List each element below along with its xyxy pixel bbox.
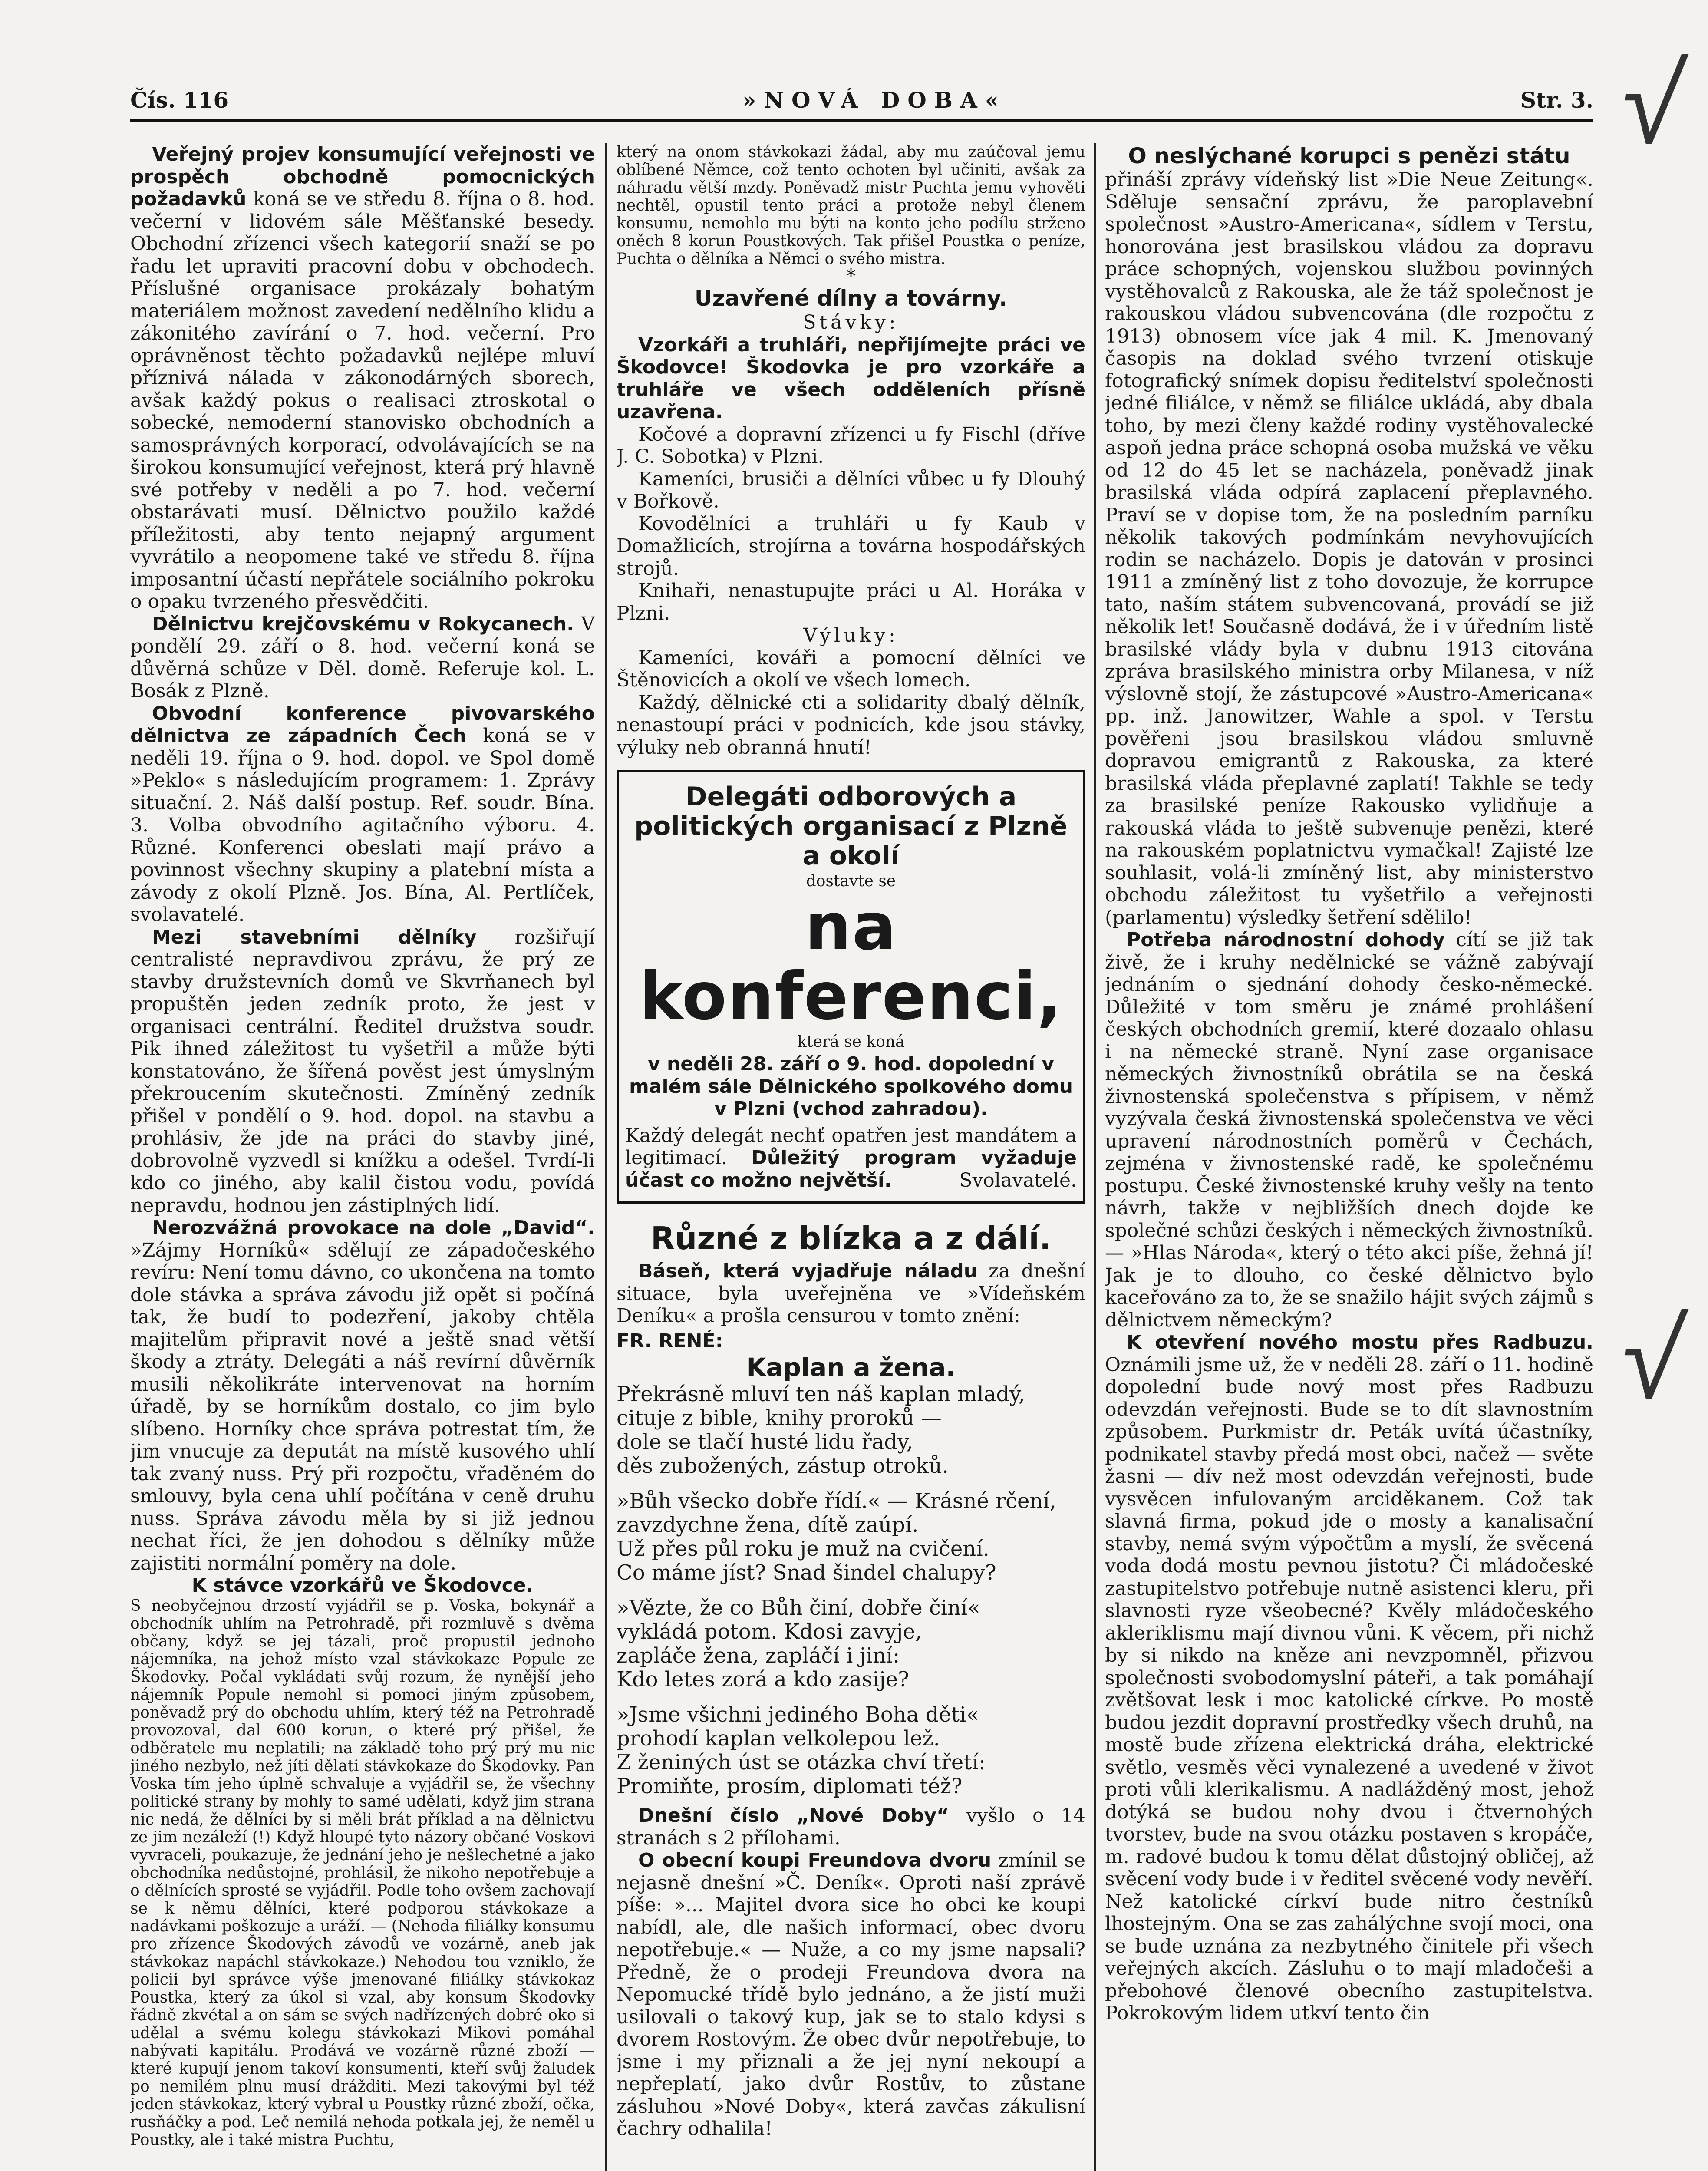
article-tailors-rokycany: Dělnictvu krejčovskému v Rokycanech. V pondělí 29. září o 8. hod. večerní koná se důvěrná schůze v Děl. domě. Referuje kol. L. Bosák z Plzně. <box>130 613 595 702</box>
checkmark-annotation-top: √ <box>1615 39 1691 170</box>
strike-notice-horak: Knihaři, nenastupujte práci u Al. Horáka v Plzni. <box>617 580 1085 624</box>
heading-closed-workshops: Uzavřené dílny a továrny. <box>694 286 1008 311</box>
poem-line: zavzdychne žena, dítě zaúpí. <box>617 1513 919 1537</box>
page-number: Str. 3. <box>1520 87 1593 113</box>
heading-corruption: O neslýchané korupci s penězi státu <box>1128 143 1570 168</box>
poem-line: Už přes půl roku je muž na cvičení. <box>617 1537 989 1561</box>
conference-announcement-box <box>617 770 1085 1204</box>
poem-line: Kdo letes zorá a kdo zasije? <box>617 1667 909 1692</box>
strike-notice-dlouhy: Kameníci, brusiči a dělníci vůbec u fy Dlouhý v Bořkově. <box>617 468 1085 512</box>
poem-line: vykládá potom. Kdosi zavyje, <box>617 1620 922 1644</box>
publication-title: »NOVÁ DOBA« <box>742 87 1007 113</box>
article-issue-note: Dnešní číslo „Nové Doby“ vyšlo o 14 stranách s 2 přílohami. <box>617 1805 1085 1849</box>
column-middle <box>617 143 1085 2171</box>
poem-line: »Bůh všecko dobře řídí.« — Krásné rčení, <box>617 1489 1056 1513</box>
announcement-text: dostavte se <box>806 872 896 890</box>
strike-notice-fischl: Kočové a dopravní zřízenci u fy Fischl (dříve J. C. Sobotka) v Plzni. <box>617 423 1085 468</box>
poem-stanza-gap <box>617 1585 1085 1596</box>
poem-stanza-gap <box>617 1692 1085 1703</box>
article-national-agreement: Potřeba národnostní dohody cítí se již tak živě, že i kruhy nedělnické se vážně zabývají jednáním o sjednání dohody česko-německé. Důležité v tom směru je známé prohlášení českých obchodních gremií, které dozaalo ohlasu i na německé straně. Nyní zase organisace německých živnostníků obrátila se na česká živnostenská společenstva s přípisem, v němž vyzývala česká živnostenská společenstva ve věci upravení národnostních poměrů v Čechách, zejména v živnostenské radě, ke společnému postupu. České živnostenské kruhy vešly na tento návrh, takže v nejbližších dnech dojde ke společné schůzi českých i německých živnostníků. — »Hlas Národa«, který o této akci píše, žehná jí! Jak je to dlouho, co české dělnictvo bylo kaceřováno za to, že se snažilo hájit svých zájmů s dělnictvem německým? <box>1105 929 1593 1331</box>
poem-line: Překrásně mluví ten náš kaplan mladý, <box>617 1382 1025 1406</box>
article-brewery-conference: Obvodní konference pivovarského dělnictva ze západních Čech koná se v neděli 19. října o 9. hod. dopol. ve Spol domě »Peklo« s následujícím programem: 1. Zprávy situační. 2. Náš další postup. Ref. soudr. Bína. 3. Volba obvodního agitačního výboru. 4. Různé. Konferenci obeslati mají právo a povinnost všechny skupiny a platební místa a závody z okolí Plzně. Jos. Bína, Al. Pertlíček, svolavatelé. <box>130 702 595 926</box>
announcement-text: která se koná <box>797 1033 905 1051</box>
poem-line: děs zubožených, zástup otroků. <box>617 1454 949 1478</box>
checkmark-annotation-middle: √ <box>1615 1294 1691 1425</box>
poem-line: prohodí kaplan velkolepou lež. <box>617 1726 940 1751</box>
heading-various-news: Různé z blízka a z dálí. <box>650 1220 1052 1257</box>
article-new-bridge: K otevření nového mostu přes Radbuzu. Oznámili jsme už, že v neděli 28. září o 11. hodině dopolední bude nový most přes Radbuzu odevzdán veřejnosti. Bude se to dít slavnostním způsobem. Purkmistr dr. Peták uvítá účastníky, podnikatel stavby předá most obci, načež — světe žasni — dív než most odevzdán veřejnosti, bude vysvěcen infulovaným arciděkanem. Což tak slavná firma, pokud jde o mosty a kanalisační stavby, nemá svým výpočtům a myslí, že svěcená voda dodá mostu pevnou jistotu? Či mládočeské zastupitelstvo potřebuje nutně asistenci kleru, při slavnosti ryze všeobecné? Kvěly mládočeského akleriklismu mají divnou vůni. K věcem, při nichž by si nikdo na kněze ani nevzpomněl, přizvou společnosti svobodomyslní páteři, a tak pomáhají zvětšovat lesk i moc katolické církve. Po mostě budou jezdit dopravní prostředky všech druhů, na mostě bude zřízena elektrická dráha, elektrické světlo, vesměs věci vynalezené a uvedené v život proti vůli klerikalismu. A nadlážděný most, jehož dotýká se budou nohy dvou i čtvernohých tvorstev, bude na svou otázku postaven s kropáče, m. radové budou k tomu dělat důstojný obličej, až svěcení vody bude i v ředitel svěcené vody nevěří. Než katolické církví bude nitro čestníků lhostejným. Ona se zas zahálýchne svojí moci, ona se bude uznána za nezbytného činitele při všech veřejných akcích. Zásluhu o to mají mladočeši a přebohové členové obecního zastupitelstva. Pokrokovým lidem utkví tento čin <box>1105 1331 1593 2024</box>
article-david-mine: Nerozvážná provokace na dole „David“. »Zájmy Horníků« sdělují ze západočeského revíru: Není tomu dávno, co ukončena na tomto dole stávka a správa závodu již opět si počíná tak, že budí to podezření, jakoby chtěla majitelům připravit nové a ještě snad větší škody a ztráty. Delegáti a náš revírní důvěrník musili několikráte intervenovat na horním úřadě, by se horníkům dostalo, co jim bylo slíbeno. Horníky chce správa potrestat tím, že jim vnucuje za deputát na místě kusového uhlí tak zvaný nuss. Prý při rozpočtu, vřaděném do smlouvy, byla cena uhlí počítána v ceně druhu nuss. Správa závodu měla by si již jednou nechat říci, že jen dohodou s dělníky může zajistiti normální poměry na dole. <box>130 1217 595 1574</box>
poem-line: Promiňte, prosím, diplomati též? <box>617 1774 963 1798</box>
lockout-notice-solidarity: Každý, dělnické cti a solidarity dbalý dělník, nenastoupí práci v podnicích, kde jsou stávky, výluky neb obranná hnutí! <box>617 691 1085 759</box>
article-continuation: který na onom stávkokazi žádal, aby mu zaúčoval jemu oblíbené Němce, což tento ochoten byl učiniti, avšak za náhradu větší mzdy. Poněvadž mistr Puchta jemu vyhověti nechtěl, opustil tento práci a protože nebyl členem konsumu, nemohlo mu býti na konto jeho podílu strženo oněch 8 korun Poustkových. Tak přišel Poustka o peníze, Puchta o dělníka a Němci o svého mistra. <box>617 143 1085 268</box>
poem-line: »Jsme všichni jediného Boha děti« <box>617 1702 979 1727</box>
article-freund-estate: O obecní koupi Freundova dvoru zmínil se nejasně dnešní »Č. Deník«. Oproti naší zprávě píše: »... Majitel dvora sice ho obci ke koupi nabídl, ale, dle našich informací, obec dvoru nepotřebuje.« — Nuže, a co my jsme napsali? Předně, že o prodeji Freundova dvora na Nepomucké třídě bylo jednáno, a že jistí muži usilovali o takový kup, jak se to stalo kdysi s dvorem Rostovým. Že obec dvůr nepotřebuje, to jsme i my přiznali a že jej nyní nekoupí a nepřeplatí, jako dvůr Rostův, to zůstane zásluhou »Nové Doby«, která zavčas zákulisní čachry odhalila! <box>617 1849 1085 2140</box>
column-divider <box>605 143 607 2171</box>
poem-title: Kaplan a žena. <box>746 1353 956 1382</box>
strike-notice-kaub: Kovodělníci a truhláři u fy Kaub v Domažlicích, strojírna a továrna hospodářských strojů. <box>617 512 1085 580</box>
poem-line: Co máme jíst? Snad šindel chalupy? <box>617 1561 996 1585</box>
column-divider <box>1094 143 1096 2171</box>
heading-lockouts: Výluky: <box>803 624 899 647</box>
section-separator: * <box>846 265 856 287</box>
page-header <box>130 78 1593 122</box>
poem-stanza-gap <box>617 1478 1085 1489</box>
heading-strikes: Stávky: <box>803 311 899 333</box>
poem-line: dole se tlačí husté lidu řady, <box>617 1430 913 1454</box>
poem-line: »Vězte, že co Bůh činí, dobře činí« <box>617 1596 980 1620</box>
article-construction-workers: Mezi stavebními dělníky rozšiřují centralisté nepravdivou zprávu, že prý ze stavby družstevních domů ve Skvrňanech byl propuštěn jeden zedník proto, že jest v organisaci centrální. Ředitel družstva soudr. Pik ihned záležitost tu vyšetřil a může býti konstatováno, že šířená pověst jest úmyslným překroucením skutečnosti. Zmíněný zedník přišel v pondělí o 9. hod. dopol. na stavbu a prohlásiv, že jde na práci do stavby jiné, dobrovolně vyzvedl si knížku a odešel. Tvrdí-li kdo co jiného, aby kalil čistou vodu, povídá nepravdu, hodnou jen zástiplných lidí. <box>130 926 595 1217</box>
announcement-heading: Delegáti odborových a politických organisací z Plzně a okolí <box>634 782 1068 871</box>
article-skodovka-strike-heading: K stávce vzorkářů ve Škodovce. <box>191 1574 534 1597</box>
poem-line: zapláče žena, zapláčí i jiní: <box>617 1643 900 1668</box>
article-poem-intro: Báseň, která vyjadřuje náladu za dnešní situace, byla uveřejněna ve »Vídeňském Deníku« a prošla censurou v tomto znění: <box>617 1260 1085 1327</box>
announcement-title: na konferenci, <box>639 889 1063 1034</box>
poem-line: citujе z bible, knihy proroků — <box>617 1406 942 1430</box>
lockout-notice-stenovice: Kameníci, kováři a pomocní dělníci ve Štěnovicích a okolí ve všech lomech. <box>617 647 1085 691</box>
column-right <box>1105 143 1593 2171</box>
strike-notice-skodovka: Vzorkáři a truhláři, nepřijímejte práci ve Škodovce! Škodovka je pro vzorkáře a truhláře ve všech odděleních přísně uzavřena. <box>617 333 1085 423</box>
announcement-footer: Každý delegát nechť opatřen jest mandátem a legitimací. Důležitý program vyžaduje účast co možno největší. Svolavatelé. <box>625 1124 1077 1191</box>
announcement-place: v neděli 28. září o 9. hod. dopolední v malém sále Dělnického spolkového domu v Plzni (vchod zahradou). <box>629 1053 1073 1120</box>
article-skodovka-strike: S neobyčejnou drzostí vyjádřil se p. Voska, bokynář a obchodník uhlím na Petrohradě, při rozmluvě s dvěma občany, když se jej tázali, proč propustil jednoho nájemníka, na jehož místo vzal stávkokaze Popule ze Škodovky. Počal vykládati svůj rozum, že nynější jeho nájemník Popule nemohl si pomoci jiným způsobem, poněvadž prý do obchodu uhlím, který též na Petrohradě provozoval, dal 600 korun, o které prý přišel, že odběratele mu neplatili; na základě toho prý prý mu nic jiného nezbylo, než jíti dělati stávkokaze do Škodovky. Pan Voska tím jeho úplně schvaluje a vyjádřil se, že všechny politické strany by mohly to samé udělati, když jim strana nic nedá, že dělníci by si měli brát příklad a na dělnictvu ze jim nezáleží (!) Když hloupé tyto názory občané Voskovi vyvraceli, poukazuje, že jednání jeho je nešlechetné a jako obchodníka nedůstojné, prohlásil, že nikoho nepotřebuje a o dělnících sprosté se vyjádřil. Podle toho ovšem zachovají se k němu dělníci, které podporou stávkokaze a nadávkami poškozuje a uráží. — (Nehoda filiálky konsumu pro zřízence Škodových závodů ve vozárně, aneb jak stávkokaz napáchl stávkokaze.) Nehodou tou vzniklo, že policii byl správce výše jmenované filiálky stávkokaz Poustka, který za úkol si vzal, aby konsum Škodovky řádně zkvétal a on sám se svých nadřízených dobré oko si udělal a svému kolegu stávkokazi Mikovi pomáhal nabývati kapitálu. Prodává ve vozárně různé zboží — které kupují jenom takoví konsumenti, kteří svůj žaludek po nemilém plnu musí drážditi. Mezi takovými byl též jeden stávkokaz, který vybral u Poustky různé zboží, očka, rusňáčky a pod. Leč nemilá nehoda potkala jej, že neměl u Poustky, ale i také mistra Puchtu, <box>130 1597 595 2149</box>
poem-line: Z ženiných úst se otázka chví třetí: <box>617 1750 986 1775</box>
article-public-meeting: Veřejný projev konsumující veřejnosti ve prospěch obchodně pomocnických požadavků koná se ve středu 8. října o 8. hod. večerní v lidovém sále Měšťanské besedy. Obchodní zřízenci všech kategorií snaží se po řadu let upraviti pracovní dobu v obchodech. Příslušné organisace prokázaly bohatým materiálem možnost zavedení nedělního klidu a zákonitého zavírání o 7. hod. večerní. Pro oprávněnost těchto požadavků nejlépe mluví příznivá nálada v zákonodárných sborech, avšak každý pokus o realisaci ztroskotal o sobecké, nemoderní stanovisko obchodních a samosprávných korporací, odvolávajících se na širokou konsumující veřejnost, která prý hlavně své potřeby v neděli a po 7. hod. večerní obstarávati musí. Dělnictvo použilo každé příležitosti, aby tento nejapný argument vyvrátilo a neopomene také ve středu 8. října imposantní účastí nepřátele sociálního pokroku o opaku tvrzeného přesvědčiti. <box>130 143 595 613</box>
issue-number: Čís. 116 <box>130 87 229 113</box>
column-left <box>130 143 595 2171</box>
article-corruption: přináší zprávy vídeňský list »Die Neue Zeitung«. Sděluje sensační zprávu, že paroplavební společnost »Austro-Americana«, sídlem v Terstu, honorována jest brasilskou vládou za dopravu práce schopných, vojenskou službou povinných vystěhovalců z Rakouska, ale že táž společnost je rakouskou vládou subvencována (dle rozpočtu z 1913) obnosem více jak 4 mil. K. Jmenovaný časopis na doklad svého tvrzení otiskuje fotografický snímek dopisu ředitelství společnosti jedné filiálce, v němž se filiálce ukládá, aby dbala toho, by mezi členy každé rodiny vystěhovalecké aspoň jedna práce schopná osoba mužská ve věku od 12 do 45 let se nacházela, poněvadž jinak brasilská vláda odpírá zaplacení přeplavného. Praví se v dopise tom, že na posledním parníku několik takových podmínkám nevyhovujících rodin se nacházelo. Dopis je datován v prosinci 1911 a zmíněný list z toho dovozuje, že korrupce tato, naším státem subvencovaná, provádí se již několik let! Současně dodává, že i v úředním listě brasilské vlády byla v dubnu 1913 citována zpráva brasilského ministra orby Milanesa, v níž výslovně stojí, že zástupcové »Austro-Americana« pp. inž. Janowitzer, Wahle a spol. v Terstu pověřeni jsou brasilskou vládou smluvně dopravou emigrantů z Rakouska, za které brasilská vláda přeplavné zaplatí! Takhle se tedy za brasilské peníze Rakousko vylidňuje a rakouská vláda to ještě subvenuje penězi, které na rakouském poplatnictvu vymačkal! Zajisté lze souhlasit, volá-li zmíněný list, aby ministerstvo obchodu záležitost tu vyšetřilo a veřejnosti (parlamentu) výsledky šetření sdělilo! <box>1105 168 1593 929</box>
poem-author: FR. RENÉ: <box>617 1330 723 1352</box>
poem-body <box>617 1382 1085 1798</box>
